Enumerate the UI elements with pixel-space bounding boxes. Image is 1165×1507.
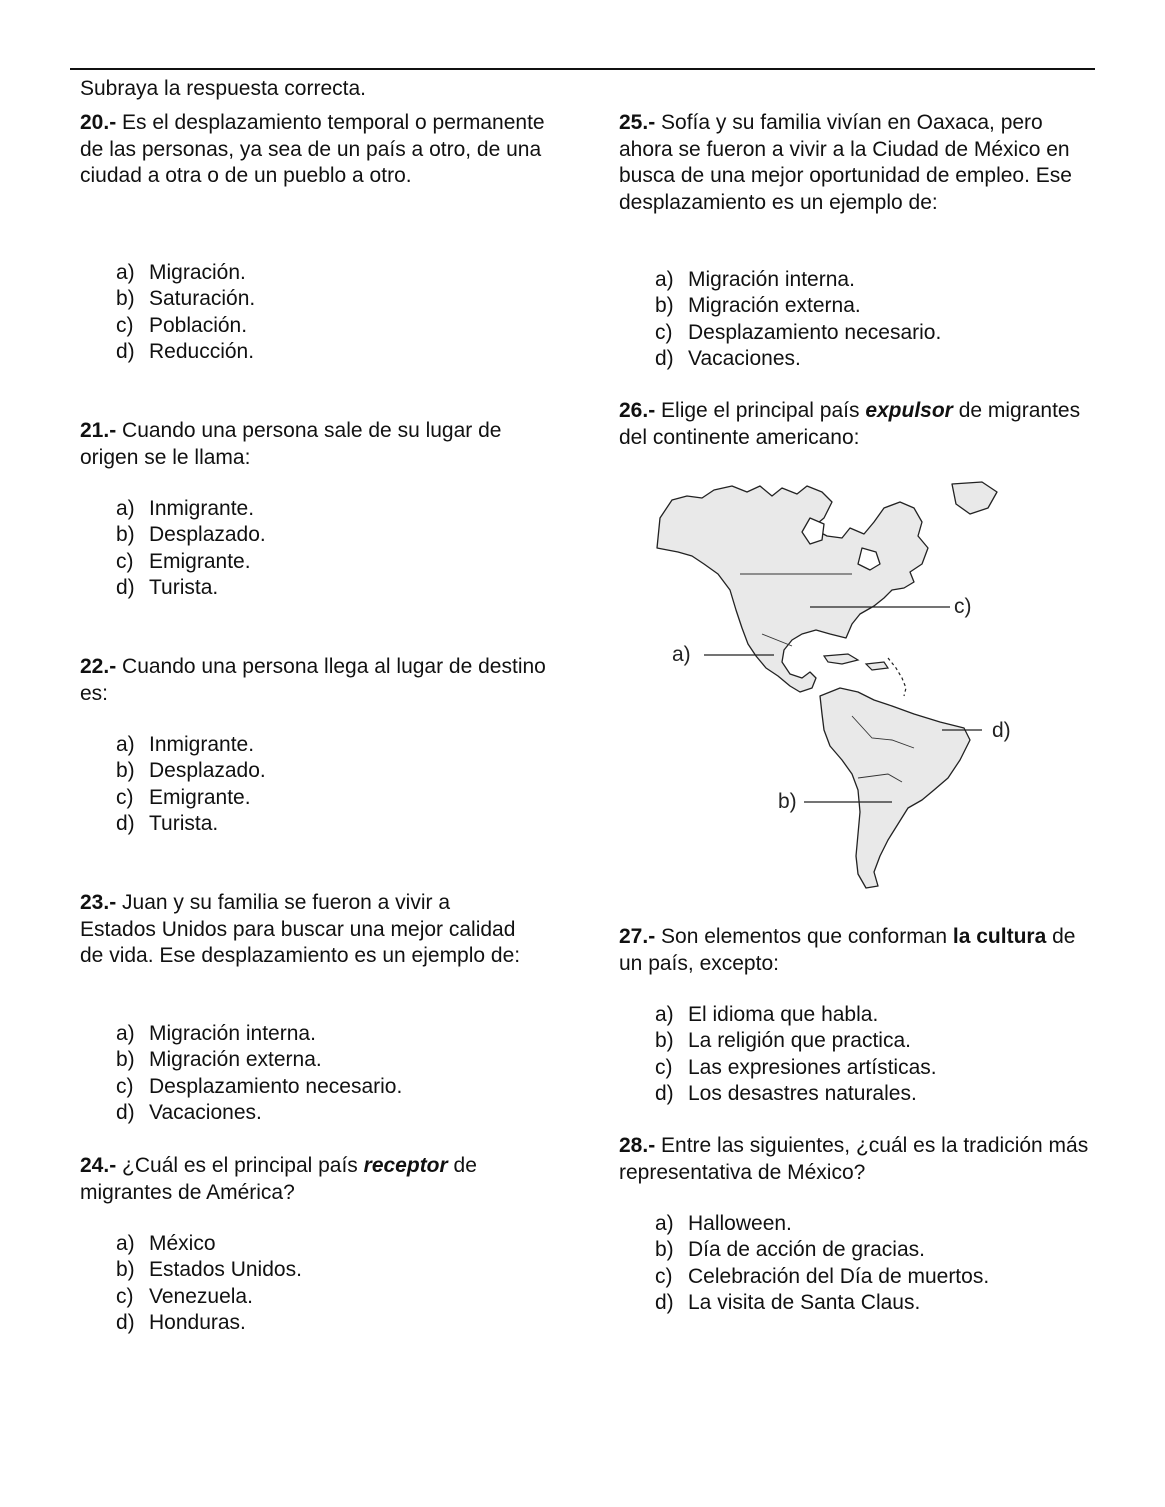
option-b[interactable]: b) Saturación. [116, 287, 256, 311]
emphasis-expulsor: expulsor [865, 399, 953, 422]
question-number: 24.- [80, 1154, 117, 1177]
option-d[interactable]: d) Los desastres naturales. [655, 1081, 917, 1105]
instruction-text: Subraya la respuesta correcta. [80, 77, 366, 100]
question-23 [80, 890, 530, 1124]
option-b[interactable]: b) Migración externa. [655, 294, 861, 318]
question-21 [80, 418, 550, 599]
option-a[interactable]: a) Inmigrante. [116, 733, 255, 756]
question-text: Cuando una persona sale de su lugar de origen se le llama: [80, 419, 502, 469]
option-b[interactable]: b) La religión que practica. [655, 1029, 911, 1053]
options-list [655, 267, 941, 372]
question-number: 21.- [80, 419, 117, 442]
options-list [655, 1211, 989, 1316]
option-a[interactable]: a) Migración interna. [116, 1022, 316, 1045]
option-c[interactable]: c) Emigrante. [116, 549, 251, 573]
option-d[interactable]: d) Honduras. [116, 1310, 246, 1334]
option-d[interactable]: d) La visita de Santa Claus. [655, 1290, 921, 1314]
options-list [116, 1231, 302, 1336]
options-list [116, 732, 266, 837]
option-a[interactable]: a) México [116, 1232, 216, 1255]
map-label-a: a) [672, 643, 691, 666]
question-text: Cuando una persona llega al lugar de destino es: [80, 655, 546, 705]
question-number: 25.- [619, 111, 656, 134]
question-26: 26.- Elige el principal país expulsor de migrantes del continente americano: [619, 399, 1081, 449]
emphasis-receptor: receptor [363, 1154, 448, 1177]
option-a[interactable]: a) Inmigrante. [116, 497, 255, 520]
question-20 [80, 110, 550, 363]
map-label-c: c) [954, 595, 972, 618]
question-number: 27.- [619, 925, 656, 948]
option-b[interactable]: b) Migración externa. [116, 1048, 322, 1072]
option-c[interactable]: c) Venezuela. [116, 1284, 253, 1308]
option-a[interactable]: a) Migración interna. [655, 268, 855, 291]
option-d[interactable]: d) Reducción. [116, 339, 255, 363]
option-b[interactable]: b) Estados Unidos. [116, 1258, 302, 1282]
options-list [116, 496, 266, 601]
option-a[interactable]: a) Migración. [116, 261, 246, 284]
question-27: 27.- Son elementos que conforman la cultura de un país, excepto: a) El idioma que habla. b) La religión que practica. c) Las expresiones artísticas. d) Los desastres naturales. [619, 924, 1089, 977]
question-text: Juan y su familia se fueron a vivir a Estados Unidos para buscar una mejor calidad de vida. Ese desplazamiento es un ejemplo de: [80, 891, 521, 967]
option-d[interactable]: d) Vacaciones. [116, 1100, 262, 1124]
option-c[interactable]: c) Población. [116, 313, 248, 337]
option-b[interactable]: b) Día de acción de gracias. [655, 1238, 925, 1262]
question-number: 26.- [619, 399, 656, 422]
question-24: 24.- ¿Cuál es el principal país receptor de migrantes de América? a) México b) Estados Unidos. c) Venezuela. d) Honduras. [80, 1153, 550, 1206]
question-28 [619, 1133, 1089, 1314]
option-d[interactable]: d) Turista. [116, 575, 219, 599]
question-22 [80, 654, 550, 835]
south-america-landmass [820, 688, 970, 888]
option-a[interactable]: a) Halloween. [655, 1212, 792, 1235]
option-d[interactable]: d) Vacaciones. [655, 346, 801, 370]
question-text: Es el desplazamiento temporal o permanente de las personas, ya sea de un país a otro, de una ciudad a otra o de un pueblo a otro. [80, 111, 545, 187]
emphasis-la-cultura: la cultura [952, 925, 1047, 948]
question-text: Entre las siguientes, ¿cuál es la tradición más representativa de México? [619, 1134, 1089, 1184]
option-c[interactable]: c) Las expresiones artísticas. [655, 1055, 937, 1079]
top-rule [70, 68, 1095, 70]
options-list [655, 1002, 937, 1107]
question-number: 23.- [80, 891, 117, 914]
question-number: 28.- [619, 1134, 656, 1157]
option-c[interactable]: c) Desplazamiento necesario. [116, 1074, 403, 1098]
option-a[interactable]: a) El idioma que habla. [655, 1003, 879, 1026]
question-number: 20.- [80, 111, 117, 134]
question-number: 22.- [80, 655, 117, 678]
options-list [116, 260, 255, 365]
options-list [116, 1021, 402, 1126]
option-c[interactable]: c) Emigrante. [116, 785, 251, 809]
question-text: Sofía y su familia vivían en Oaxaca, pero ahora se fueron a vivir a la Ciudad de México en busca de una mejor oportunidad de empleo. Ese desplazamiento es un ejemplo de: [619, 111, 1072, 214]
option-c[interactable]: c) Celebración del Día de muertos. [655, 1264, 990, 1288]
map-label-b: b) [778, 790, 797, 813]
option-c[interactable]: c) Desplazamiento necesario. [655, 320, 942, 344]
option-b[interactable]: b) Desplazado. [116, 523, 266, 547]
option-d[interactable]: d) Turista. [116, 811, 219, 835]
map-label-d: d) [992, 719, 1011, 742]
americas-map [652, 478, 1032, 898]
option-b[interactable]: b) Desplazado. [116, 759, 266, 783]
question-25 [619, 110, 1089, 370]
